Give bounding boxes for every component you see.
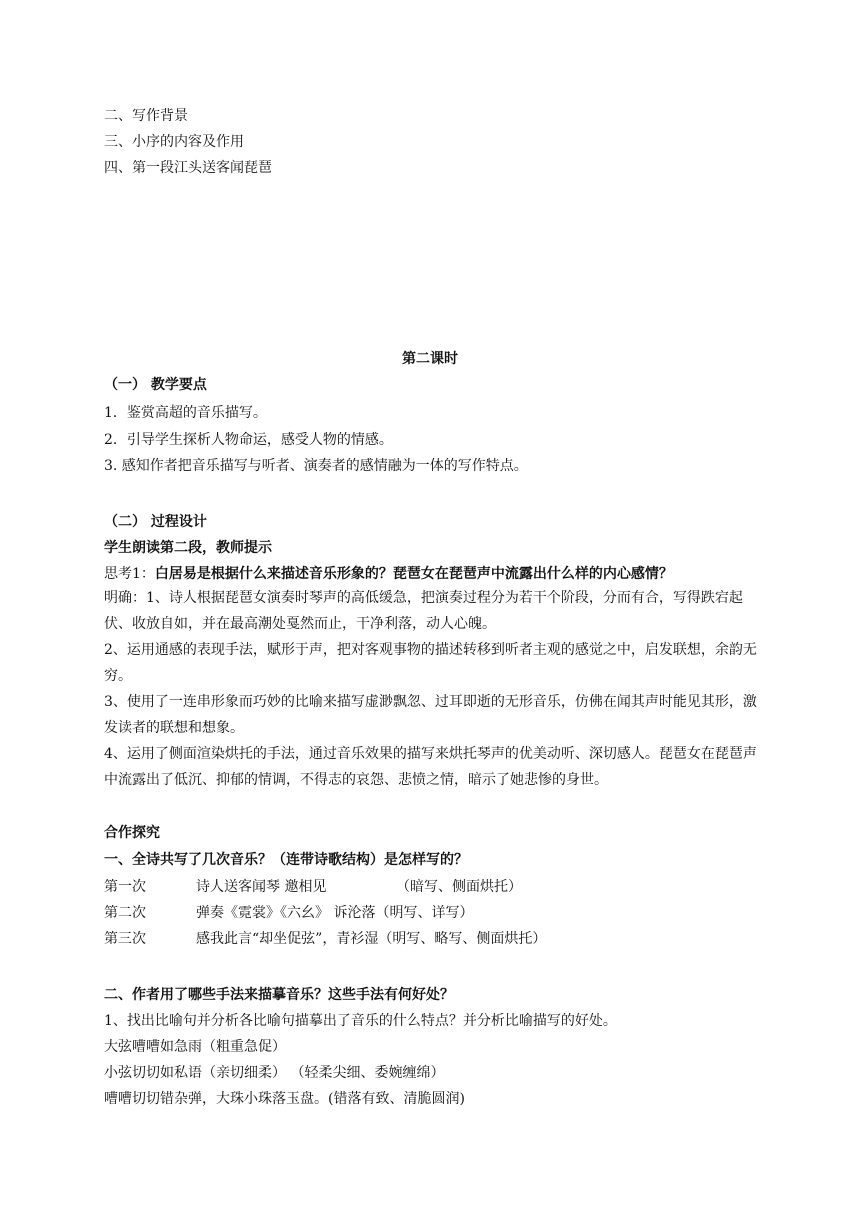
key-point-1: 1．鉴赏高超的音乐描写。 (104, 405, 267, 421)
answer-4: 4、运用了侧面渲染烘托的手法，通过音乐效果的描写来烘托琴声的优美动听、深切感人。琵琶女在琵琶声中流露出了低沉、抑郁的情调，不得志的哀怨、悲愤之情，暗示了她悲惨的身世。 (104, 746, 757, 788)
question-2-line-4: 嘈嘈切切错杂弹，大珠小珠落玉盘。(错落有致、清脆圆润) (104, 1091, 465, 1107)
reading-instruction: 学生朗读第二段，教师提示 (104, 540, 272, 556)
music-row-label-1: 第一次 (104, 879, 146, 895)
music-row-content-3: 感我此言“却坐促弦”，青衫湿（明写、略写、侧面烘托） (196, 931, 547, 947)
answer-3: 3、使用了一连串形象而巧妙的比喻来描写虚渺飘忽、过耳即逝的无形音乐，仿佛在闻其声时能见其形，激发读者的联想和想象。 (104, 694, 757, 736)
music-row-label-3: 第三次 (104, 931, 146, 947)
key-point-3: 3. 感知作者把音乐描写与听者、演奏者的感情融为一体的写作特点。 (104, 458, 528, 474)
outline-item-3: 三、小序的内容及作用 (104, 134, 244, 150)
question-1: 一、全诗共写了几次音乐？（连带诗歌结构）是怎样写的？ (104, 852, 468, 868)
question-2-line-2: 大弦嘈嘈如急雨（粗重急促） (104, 1039, 286, 1055)
answer-2: 2、运用通感的表现手法，赋形于声，把对客观事物的描述转移到听者主观的感觉之中，启发联想，余韵无穷。 (104, 642, 757, 684)
think-question-label: 思考1： (104, 566, 155, 582)
music-row-content-2: 弹奏《霓裳》《六幺》 诉沦落（明写、详写） (196, 905, 474, 921)
outline-item-4: 四、第一段江头送客闻琵琶 (104, 160, 272, 176)
question-2-line-3: 小弦切切如私语（亲切细柔） （轻柔尖细、委婉缠绵） (104, 1065, 445, 1081)
cooperative-heading: 合作探究 (104, 825, 160, 841)
music-row-label-2: 第二次 (104, 905, 146, 921)
question-2: 二、作者用了哪些手法来描摹音乐？这些手法有何好处？ (104, 987, 454, 1003)
answer-1: 明确：1、诗人根据琵琶女演奏时琴声的高低缓急，把演奏过程分为若干个阶段，分而有合，写得跌宕起伏、收放自如，并在最高潮处戛然而止，干净利落，动人心魄。 (104, 590, 743, 632)
think-question-text: 白居易是根据什么来描述音乐形象的？琵琶女在琵琶声中流露出什么样的内心感情？ (154, 566, 673, 582)
lesson-title: 第二课时 (402, 351, 458, 367)
music-row-content-1: 诗人送客闻琴 邀相见 (196, 879, 327, 895)
key-point-2: 2．引导学生探析人物命运，感受人物的情感。 (104, 432, 393, 448)
think-question-1 (104, 564, 673, 584)
question-2-line-1: 1、找出比喻句并分析各比喻句描摹出了音乐的什么特点？并分析比喻描写的好处。 (104, 1013, 617, 1029)
section-heading-key-points: （一） 教学要点 (104, 377, 207, 393)
outline-item-2: 二、写作背景 (104, 108, 188, 124)
music-row-note-1: （暗写、侧面烘托） (396, 879, 522, 895)
section-heading-process: （二） 过程设计 (104, 514, 207, 530)
